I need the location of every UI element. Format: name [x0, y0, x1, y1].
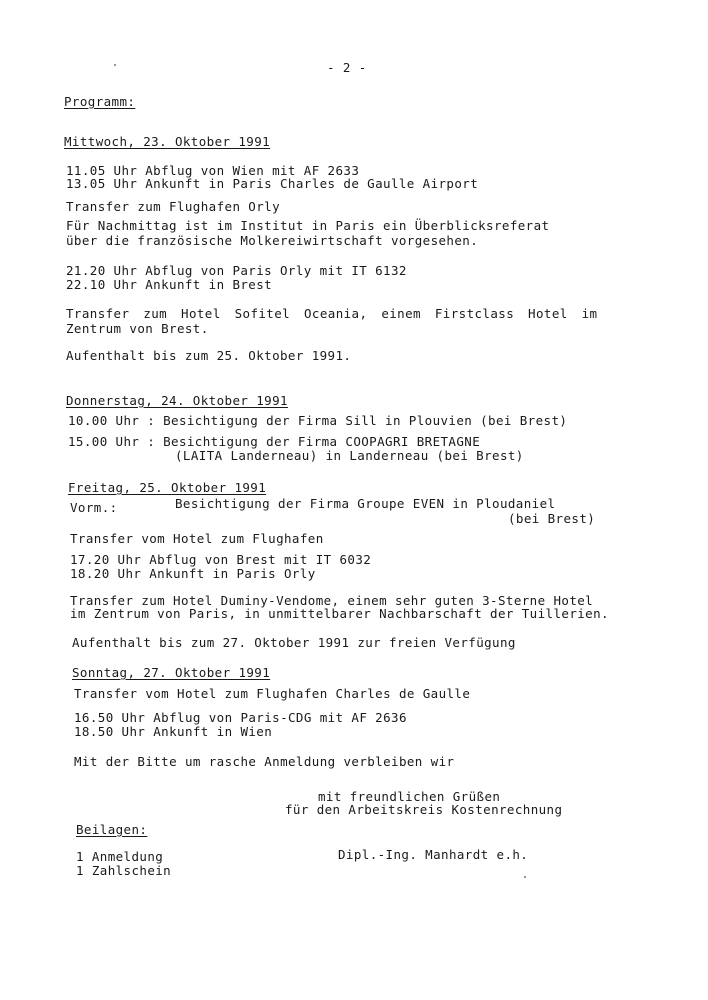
- day3-flight-departure: 17.20 Uhr Abflug von Brest mit IT 6032: [70, 552, 372, 567]
- day1-note-line1: Für Nachmittag ist im Institut in Paris ein Überblicksreferat: [66, 218, 550, 233]
- day1-hotel-line2: Zentrum von Brest.: [66, 321, 209, 336]
- day1-note-line2: über die französische Molkereiwirtschaft vorgesehen.: [66, 233, 479, 248]
- greeting-line2: für den Arbeitskreis Kostenrechnung: [285, 802, 563, 817]
- day3-hotel-line1: Transfer zum Hotel Duminy-Vendome, einem sehr guten 3-Sterne Hotel: [70, 593, 594, 608]
- day3-flight-arrival: 18.20 Uhr Ankunft in Paris Orly: [70, 566, 316, 581]
- day4-flight-departure: 16.50 Uhr Abflug von Paris-CDG mit AF 2636: [74, 710, 407, 725]
- beilagen-heading: Beilagen:: [76, 822, 148, 837]
- day1-transfer: Transfer zum Flughafen Orly: [66, 199, 280, 214]
- day1-heading: Mittwoch, 23. Oktober 1991: [64, 134, 271, 149]
- day2-visit2-cont: (LAITA Landerneau) in Landerneau (bei Brest): [175, 448, 524, 463]
- day1-flight-departure: 21.20 Uhr Abflug von Paris Orly mit IT 6132: [66, 263, 407, 278]
- day3-vorm-label: Vorm.:: [70, 500, 118, 515]
- day1-stay: Aufenthalt bis zum 25. Oktober 1991.: [66, 348, 352, 363]
- day1-hotel-line1: Transfer zum Hotel Sofitel Oceania, einem Firstclass Hotel im: [66, 306, 598, 321]
- day2-visit1: 10.00 Uhr : Besichtigung der Firma Sill in Plouvien (bei Brest): [68, 413, 568, 428]
- programm-heading: Programm:: [64, 94, 136, 109]
- beilage-item-1: 1 Anmeldung: [76, 849, 164, 864]
- closing-sentence: Mit der Bitte um rasche Anmeldung verbleiben wir: [74, 754, 455, 769]
- day2-visit2: 15.00 Uhr : Besichtigung der Firma COOPAGRI BRETAGNE: [68, 434, 481, 449]
- day3-vorm-text-cont: (bei Brest): [508, 511, 596, 526]
- day3-transfer: Transfer vom Hotel zum Flughafen: [70, 531, 324, 546]
- day4-transfer: Transfer vom Hotel zum Flughafen Charles de Gaulle: [74, 686, 471, 701]
- day2-heading: Donnerstag, 24. Oktober 1991: [66, 393, 288, 408]
- day3-stay: Aufenthalt bis zum 27. Oktober 1991 zur freien Verfügung: [72, 635, 516, 650]
- day1-arrival: 13.05 Uhr Ankunft in Paris Charles de Gaulle Airport: [66, 176, 479, 191]
- day3-heading: Freitag, 25. Oktober 1991: [68, 480, 267, 495]
- greeting-line1: mit freundlichen Grüßen: [318, 789, 501, 804]
- day3-vorm-text: Besichtigung der Firma Groupe EVEN in Ploudaniel: [175, 496, 556, 511]
- beilage-item-2: 1 Zahlschein: [76, 863, 172, 878]
- day4-heading: Sonntag, 27. Oktober 1991: [72, 665, 271, 680]
- day1-flight-arrival: 22.10 Uhr Ankunft in Brest: [66, 277, 273, 292]
- day4-flight-arrival: 18.50 Uhr Ankunft in Wien: [74, 724, 273, 739]
- scan-speck: [524, 876, 526, 878]
- day3-hotel-line2: im Zentrum von Paris, in unmittelbarer Nachbarschaft der Tuillerien.: [70, 606, 609, 621]
- scan-speck: [114, 64, 116, 66]
- day1-departure: 11.05 Uhr Abflug von Wien mit AF 2633: [66, 163, 360, 178]
- signature: Dipl.-Ing. Manhardt e.h.: [338, 847, 529, 862]
- page-number: - 2 -: [327, 60, 367, 75]
